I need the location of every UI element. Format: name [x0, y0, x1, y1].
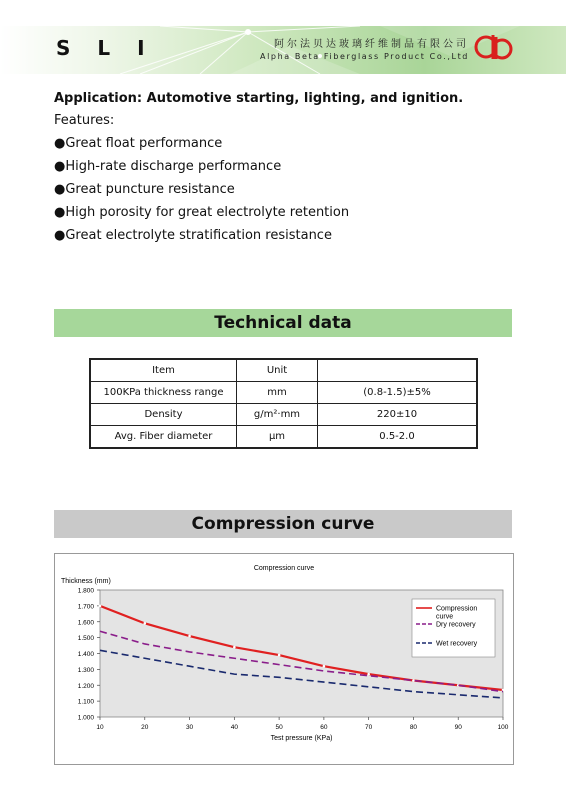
table-row	[90, 404, 477, 426]
data-point	[367, 673, 370, 676]
x-axis-label: Test pressure (KPa)	[270, 735, 333, 742]
x-tick-label: 10	[96, 724, 104, 731]
compression-chart-svg	[55, 554, 513, 764]
company-logo	[474, 33, 514, 61]
y-tick-label: 1.200	[77, 682, 94, 690]
data-point	[233, 646, 236, 649]
table-header-cell: Unit	[237, 359, 318, 382]
page-header	[0, 26, 566, 74]
table-cell: g/m²·mm	[237, 404, 318, 426]
technical-data-table	[89, 358, 478, 449]
data-point	[278, 654, 281, 657]
x-tick-label: 60	[320, 724, 328, 731]
table-cell: μm	[237, 426, 318, 449]
brand-name: S L I	[56, 36, 155, 60]
application-line: Application: Automotive starting, lighting, and ignition.	[54, 91, 464, 106]
x-tick-label: 70	[365, 724, 373, 731]
table-cell: (0.8-1.5)±5%	[318, 382, 478, 404]
table-cell: 100KPa thickness range	[90, 382, 237, 404]
y-tick-label: 1.800	[77, 587, 94, 595]
company-name-cn: 阿尔法贝达玻璃纤维制品有限公司	[274, 39, 469, 50]
compression-curve-heading: Compression curve	[54, 510, 512, 538]
y-tick-label: 1.400	[77, 651, 94, 658]
y-tick-label: 1.700	[77, 603, 94, 611]
chart-title: Compression curve	[253, 565, 315, 572]
table-cell: Avg. Fiber diameter	[90, 426, 237, 449]
data-point	[188, 635, 191, 638]
data-point	[99, 605, 102, 608]
y-tick-label: 1.100	[77, 698, 94, 706]
x-tick-label: 80	[409, 724, 418, 731]
table-header-row	[90, 359, 477, 382]
data-point	[323, 665, 326, 668]
table-cell: 220±10	[318, 404, 478, 426]
table-row	[90, 382, 477, 404]
x-tick-label: 100	[497, 724, 509, 731]
table-cell: mm	[237, 382, 318, 404]
table-header-cell	[318, 359, 478, 382]
x-tick-label: 30	[185, 724, 194, 731]
y-tick-label: 1.500	[77, 635, 94, 643]
y-tick-label: 1.300	[77, 666, 94, 674]
x-tick-label: 40	[230, 724, 238, 731]
table-cell: Density	[90, 404, 237, 426]
table-cell: 0.5-2.0	[318, 426, 478, 449]
x-tick-label: 90	[454, 724, 462, 731]
feature-item: ●High-rate discharge performance	[54, 159, 282, 174]
feature-item: ●Great puncture resistance	[54, 182, 235, 197]
feature-item: ●High porosity for great electrolyte retention	[54, 205, 350, 220]
x-tick-label: 20	[141, 724, 149, 731]
y-tick-label: 1.600	[77, 619, 94, 627]
features-title: Features:	[54, 113, 115, 128]
legend-label: Wet recovery	[436, 640, 478, 648]
feature-item: ●Great float performance	[54, 136, 223, 151]
legend-label: Compression curve	[436, 605, 478, 621]
technical-data-heading: Technical data	[54, 309, 512, 337]
data-point	[412, 679, 415, 682]
x-tick-label: 50	[275, 724, 283, 731]
table-row	[90, 426, 477, 449]
legend-label: Dry recovery	[436, 621, 476, 629]
company-name-en: Alpha Beta Fiberglass Product Co.,Ltd	[260, 52, 469, 61]
data-point	[143, 622, 146, 625]
compression-chart	[54, 553, 514, 765]
y-axis-label: Thickness (mm)	[61, 578, 111, 585]
table-header-cell: Item	[90, 359, 237, 382]
feature-item: ●Great electrolyte stratification resistance	[54, 228, 332, 243]
y-tick-label: 1.000	[77, 714, 94, 722]
